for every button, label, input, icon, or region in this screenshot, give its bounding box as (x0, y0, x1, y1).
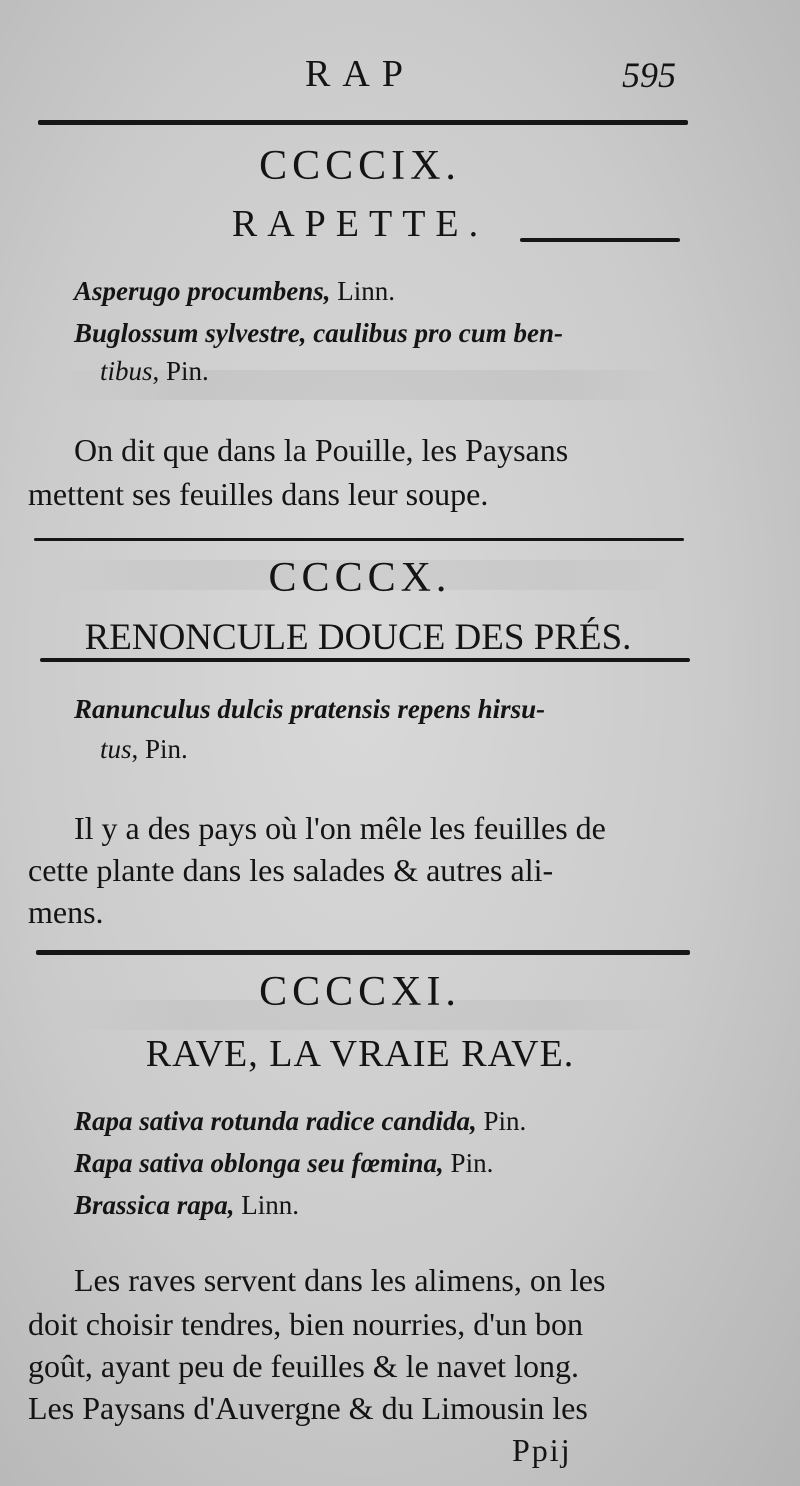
synonym-line (74, 276, 395, 307)
entry-numeral: CCCCX. (268, 555, 452, 601)
page-number: 595 (622, 55, 676, 95)
synonym-line (74, 1106, 526, 1137)
synonym-authority: Linn. (337, 276, 396, 306)
title-underline (40, 658, 690, 662)
synonym-name: Ranunculus dulcis pratensis repens hirsu- (74, 694, 546, 724)
synonym-continuation-text: tibus (100, 356, 153, 386)
synonym-continuation (100, 734, 188, 765)
synonym-continuation (100, 356, 209, 387)
synonym-continuation-text: tus (100, 734, 132, 764)
page-header (0, 52, 800, 95)
entry-numeral: CCCCXI. (259, 969, 461, 1015)
body-text-line: Les Paysans d'Auvergne & du Limousin les (28, 1390, 588, 1426)
synonym-authority: , Pin. (152, 356, 209, 386)
body-text-line: On dit que dans la Pouille, les Paysans (74, 432, 569, 468)
entry-title: RENONCULE DOUCE DES PRÉS. (84, 617, 632, 658)
synonym-name: Brassica rapa, (74, 1190, 235, 1220)
synonym-name: Rapa sativa oblonga seu fœmina, (74, 1148, 444, 1178)
entry-title: RAVE, LA VRAIE RAVE. (145, 1033, 575, 1075)
synonym-authority: Linn. (241, 1190, 300, 1220)
synonym-line (74, 318, 563, 349)
synonym-line (74, 694, 545, 725)
synonym-authority: Pin. (483, 1106, 527, 1136)
synonym-line (74, 1190, 299, 1221)
body-text-line: doit choisir tendres, bien nourries, d'un bon (28, 1306, 583, 1342)
body-text-line: mens. (28, 894, 104, 930)
synonym-name: Asperugo procumbens, (74, 276, 331, 306)
header-rule (38, 120, 688, 125)
body-text-line: Il y a des pays où l'on mêle les feuilles de (74, 810, 606, 846)
body-text-line: goût, ayant peu de feuilles & le navet long. (28, 1348, 579, 1384)
body-text-line: Les raves servent dans les alimens, on les (74, 1262, 606, 1298)
entry-title: RAPETTE. (231, 203, 489, 245)
running-head: RAP (305, 53, 415, 95)
title-underline (520, 238, 680, 242)
section-rule (36, 950, 690, 955)
synonym-name: Rapa sativa rotunda radice candida, (74, 1106, 477, 1136)
synonym-authority: , Pin. (131, 734, 188, 764)
signature-mark: Ppij (512, 1432, 572, 1468)
synonym-name: Buglossum sylvestre, caulibus pro cum ben- (74, 318, 564, 348)
body-text-line: mettent ses feuilles dans leur soupe. (28, 476, 489, 512)
synonym-authority: Pin. (450, 1148, 494, 1178)
synonym-line (74, 1148, 493, 1179)
section-rule (34, 538, 684, 541)
body-text-line: cette plante dans les salades & autres ali- (28, 852, 554, 888)
entry-numeral: CCCCIX. (259, 143, 461, 189)
